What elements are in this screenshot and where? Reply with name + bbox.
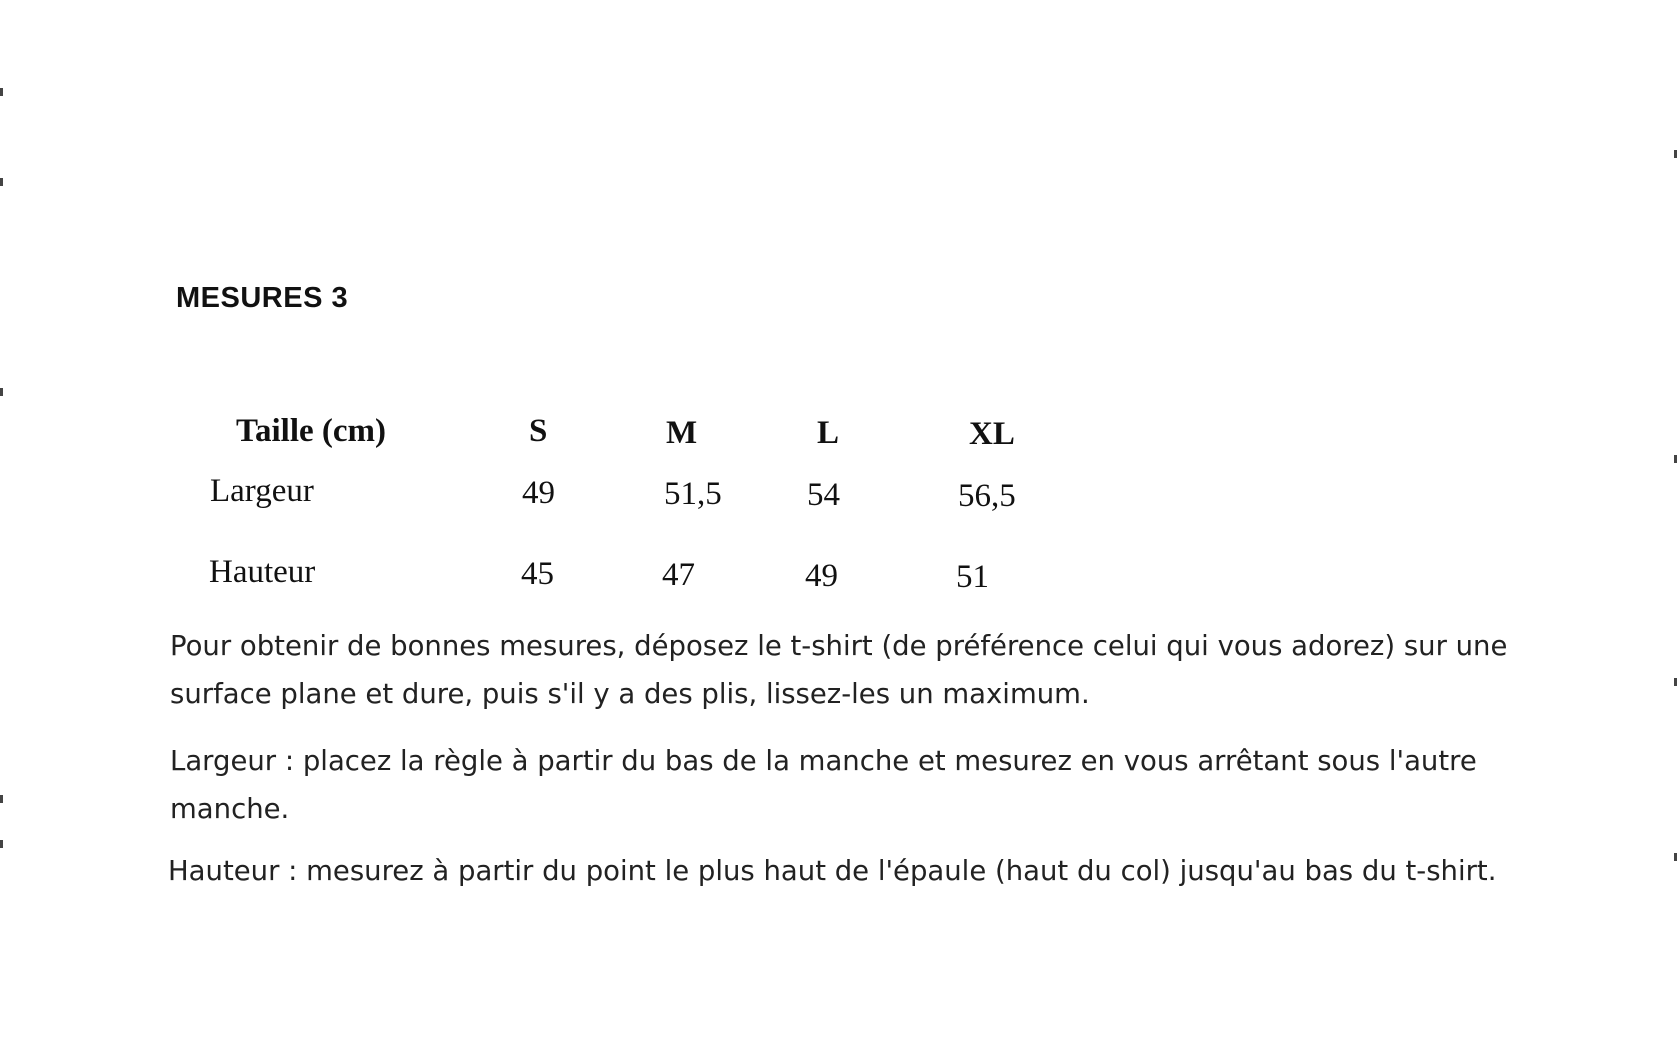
- height-instructions: Hauteur : mesurez à partir du point le plus haut de l'épaule (haut du col) jusqu'au bas du t-shirt.: [168, 855, 1497, 887]
- table-cell: 47: [662, 557, 695, 593]
- width-instructions: Largeur : placez la règle à partir du bas de la manche et mesurez en vous arrêtant sous l'autre manche.: [170, 745, 1477, 825]
- row-label-largeur: Largeur: [210, 473, 314, 509]
- column-header-m: M: [666, 415, 698, 451]
- table-cell: 51: [956, 559, 989, 595]
- page-title: MESURES 3: [176, 282, 349, 314]
- table-cell: 54: [807, 477, 840, 513]
- measuring-instructions: Pour obtenir de bonnes mesures, déposez le t-shirt (de préférence celui qui vous adorez) sur une surface plane et dure, puis s'il y a des plis, lissez-les un maximum.: [170, 630, 1508, 710]
- column-header-size: Taille (cm): [236, 413, 386, 449]
- column-header-l: L: [817, 415, 840, 451]
- scan-mark: [0, 795, 3, 803]
- column-header-xl: XL: [969, 416, 1015, 452]
- scan-mark: [0, 88, 3, 96]
- column-header-s: S: [529, 413, 548, 449]
- table-cell: 45: [521, 556, 554, 592]
- scan-mark: [0, 388, 3, 396]
- scan-mark: [0, 840, 3, 848]
- table-cell: 51,5: [664, 476, 722, 512]
- table-cell: 49: [522, 475, 555, 511]
- table-cell: 56,5: [958, 478, 1016, 514]
- row-label-hauteur: Hauteur: [209, 554, 316, 590]
- table-cell: 49: [805, 558, 838, 594]
- scan-mark: [0, 178, 3, 186]
